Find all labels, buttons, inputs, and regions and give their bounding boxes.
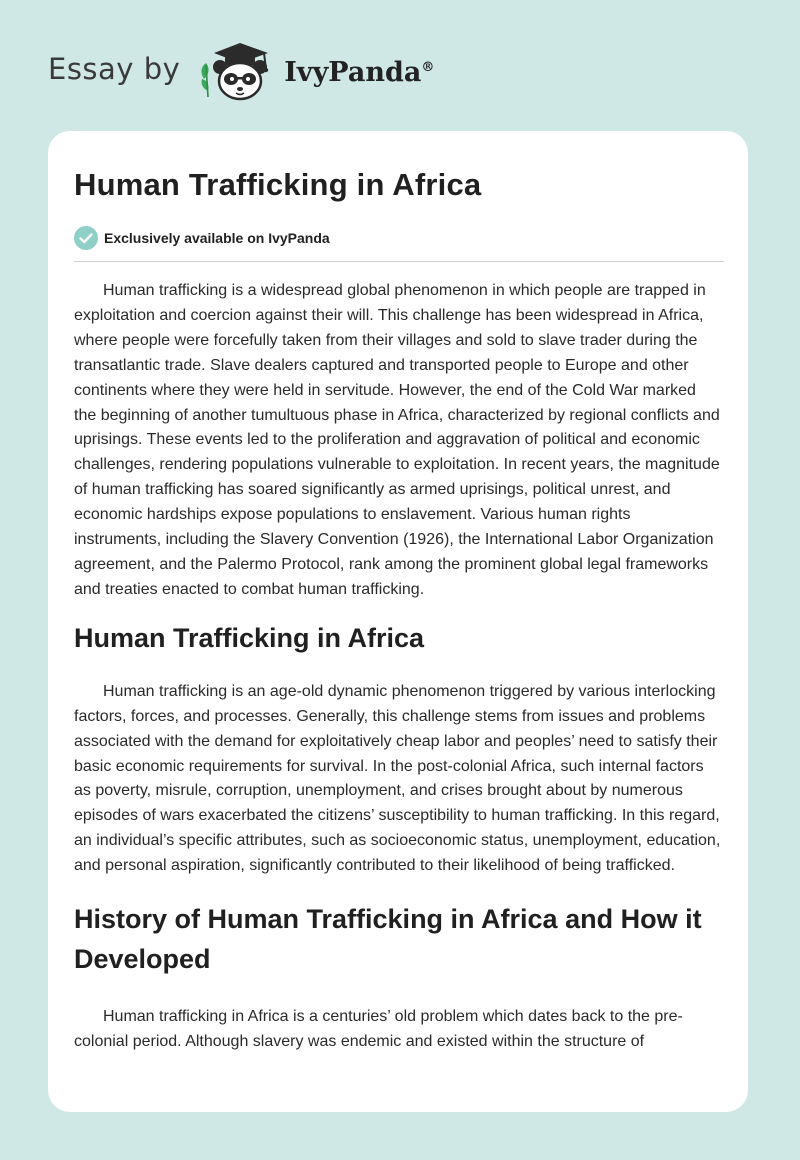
paragraph-section-2: Human trafficking in Africa is a centuries’ old problem which dates back to the pre-colonial period. Although slavery was endemic and existed within the structure of: [74, 1008, 683, 1050]
essay-card: [48, 131, 748, 1112]
section-heading-2: History of Human Trafficking in Africa and How it Developed: [74, 904, 702, 975]
registered-mark: ®: [421, 59, 435, 75]
paragraph-intro: Human trafficking is a widespread global phenomenon in which people are trapped in exploitation and coercion against their will. This challenge has been widespread in Africa, where people were forcefully taken from their villages and sold to slave trader during the transatlantic trade. Slave dealers captured and transported people to Europe and other continents where they were held in servitude. However, the end of the Cold War marked the beginning of another tumultuous phase in Africa, characterized by regional conflicts and uprisings. These events led to the proliferation and aggravation of political and economic challenges, rendering populations vulnerable to exploitation. In recent years, the magnitude of human trafficking has soared significantly as armed uprisings, political unrest, and economic hardships expose populations to enslavement. Various human rights instruments, including the Slavery Convention (1926), the International Labor Organization agreement, and the Palermo Protocol, rank among the prominent global legal frameworks and treaties enacted to combat human trafficking.: [74, 282, 720, 598]
paragraph-section-1: Human trafficking is an age-old dynamic phenomenon triggered by various interlocking factors, forces, and processes. Generally, this challenge stems from issues and problems associated with the demand for exploitatively cheap labor and peoples’ need to satisfy their basic economic requirements for survival. In the post-colonial Africa, such internal factors as poverty, misrule, corruption, unemployment, and crises brought about by numerous episodes of wars exacerbated the citizens’ susceptibility to human trafficking. In this regard, an individual’s specific attributes, such as socioeconomic status, unemployment, education, and personal aspiration, significantly contributed to their likelihood of being trafficked.: [74, 682, 721, 875]
brand-name[interactable]: [284, 57, 434, 88]
check-circle-icon: [74, 226, 98, 250]
section-heading-1: Human Trafficking in Africa: [74, 622, 425, 653]
essay-by-label: Essay by: [48, 52, 181, 86]
exclusive-badge: [74, 225, 722, 251]
exclusive-badge-label: Exclusively available on IvyPanda: [104, 230, 330, 246]
title-divider: [74, 261, 724, 262]
panda-graduation-logo-icon[interactable]: [194, 39, 282, 103]
brand-text: IvyPanda: [284, 56, 422, 88]
site-header: [48, 36, 434, 106]
page-title: Human Trafficking in Africa: [74, 167, 482, 202]
